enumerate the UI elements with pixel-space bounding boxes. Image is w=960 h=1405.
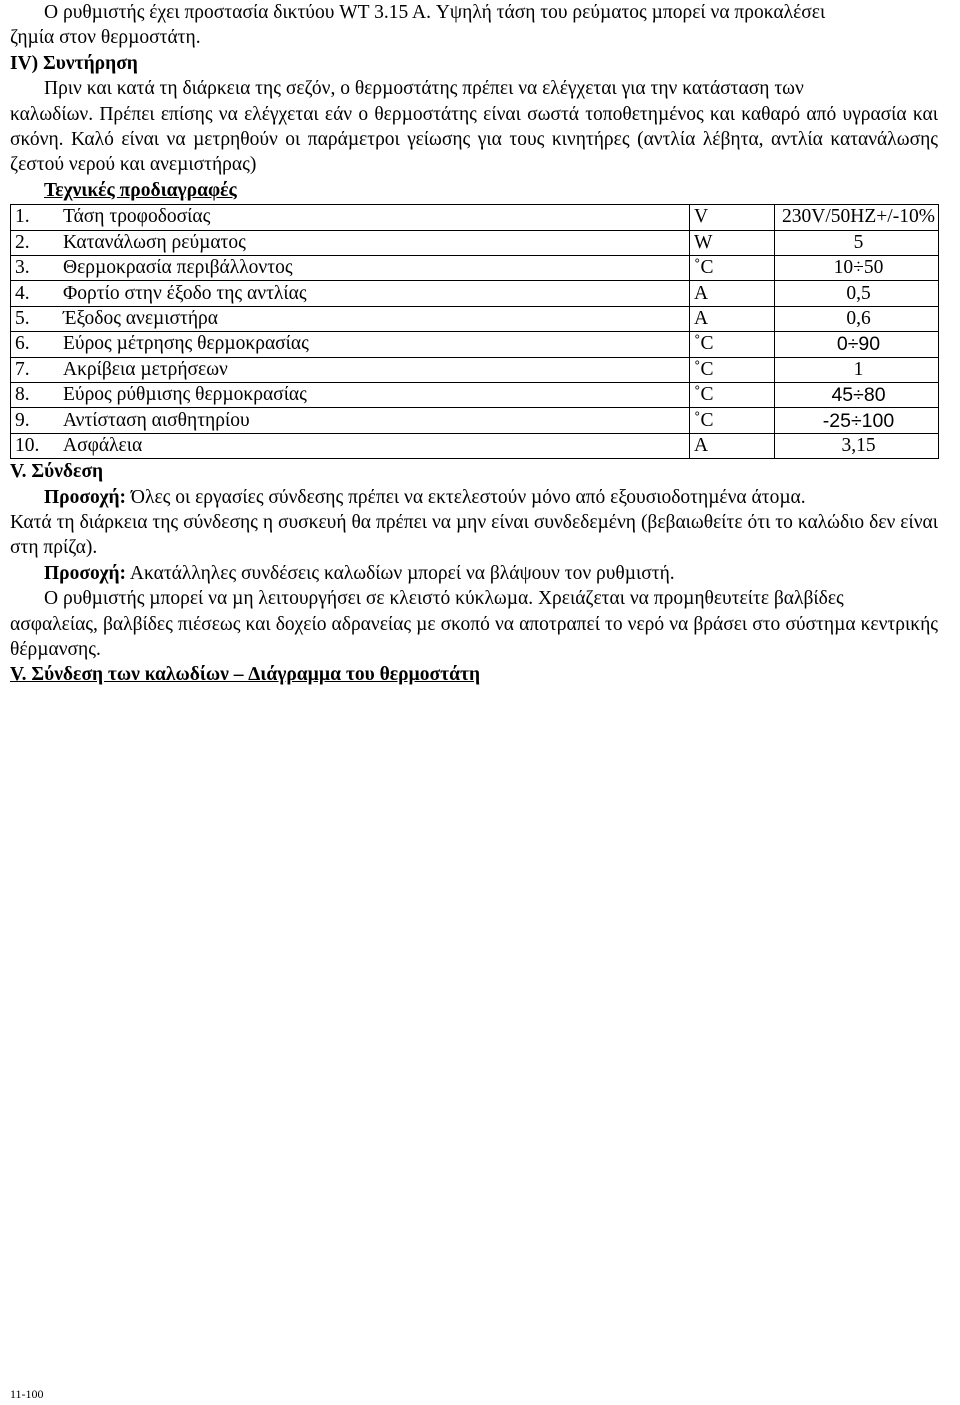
spec-name-cell — [11, 382, 690, 407]
wiring-heading: V. Σύνδεση των καλωδίων – ∆ιάγραµµα του θερµοστάτη — [10, 664, 481, 686]
spec-name-cell — [11, 306, 690, 331]
spec-name-cell — [11, 256, 690, 281]
spec-number: 9. — [15, 409, 30, 431]
spec-name-cell — [11, 281, 690, 306]
spec-row — [11, 433, 939, 458]
spec-number: 10. — [15, 434, 40, 456]
maintenance-heading: IV) Συντήρηση — [10, 52, 138, 74]
spec-row — [11, 408, 939, 433]
spec-unit: ˚C — [690, 332, 775, 357]
warning-2-text: Ακατάλληλες συνδέσεις καλωδίων µπορεί να βλάψουν τον ρυθµιστή. — [129, 562, 675, 584]
document-page — [10, 0, 938, 688]
warning-2-label: Προσοχή: — [44, 562, 127, 584]
spec-name: Κατανάλωση ρεύµατος — [63, 231, 246, 253]
spec-value: 0,5 — [775, 281, 939, 306]
spec-number: 7. — [15, 358, 30, 380]
spec-unit: A — [690, 433, 775, 458]
spec-number: 5. — [15, 308, 30, 329]
spec-row — [11, 306, 939, 331]
spec-unit: V — [690, 205, 775, 230]
spec-value: 10÷50 — [775, 256, 939, 281]
spec-name-cell — [11, 332, 690, 357]
spec-name: Φορτίο στην έξοδο της αντλίας — [63, 282, 307, 304]
spec-row — [11, 382, 939, 407]
specs-table — [10, 204, 939, 459]
spec-name-cell — [11, 433, 690, 458]
spec-row — [11, 230, 939, 255]
spec-name-cell — [11, 230, 690, 255]
spec-value: 45÷80 — [775, 382, 939, 407]
warning-1-label: Προσοχή: — [44, 486, 127, 508]
spec-name: Θερµοκρασία περιβάλλοντος — [63, 257, 293, 279]
spec-number: 3. — [15, 257, 30, 279]
spec-value: 5 — [775, 230, 939, 255]
spec-number: 1. — [15, 206, 30, 228]
spec-number: 2. — [15, 231, 30, 253]
spec-row — [11, 256, 939, 281]
spec-unit: ˚C — [690, 256, 775, 281]
spec-unit: ˚C — [690, 382, 775, 407]
specs-heading-text: Τεχνικές προδιαγραφές — [44, 179, 237, 201]
spec-number: 8. — [15, 384, 30, 406]
maintenance-paragraph-line-1: Πριν και κατά τη διάρκεια της σεζόν, ο θερµοστάτης πρέπει να ελέγχεται για την κατάσταση των — [44, 78, 804, 100]
spec-value: 0,6 — [775, 306, 939, 331]
closed-circuit-paragraph: ασφαλείας, βαλβίδες πιέσεως και δοχείο αδρανείας µε σκοπό να αποτραπεί το νερό να βράσει στο σύστηµα κεντρικής θέρµανσης. — [10, 613, 938, 660]
spec-number: 4. — [15, 282, 30, 304]
spec-number: 6. — [15, 333, 30, 355]
connection-heading: V. Σύνδεση — [10, 461, 104, 483]
spec-unit: ˚C — [690, 357, 775, 382]
spec-name: Έξοδος ανεµιστήρα — [63, 308, 218, 329]
warning-1-continuation: Κατά τη διάρκεια της σύνδεσης η συσκευή θα πρέπει να µην είναι συνδεδεµένη (βεβαιωθείτε ότι το καλώδιο δεν είναι στη πρίζα). — [10, 511, 938, 559]
spec-value: 0÷90 — [775, 332, 939, 357]
spec-row — [11, 332, 939, 357]
page-footer-code: 11-100 — [10, 1387, 44, 1401]
spec-value: -25÷100 — [775, 408, 939, 433]
spec-name: Τάση τροφοδοσίας — [63, 206, 211, 228]
warning-1-text: Όλες οι εργασίες σύνδεσης πρέπει να εκτελεστούν µόνο από εξουσιοδοτηµένα άτοµα. — [130, 486, 806, 508]
maintenance-paragraph: καλωδίων. Πρέπει επίσης να ελέγχεται εάν ο θερµοστάτης είναι σωστά τοποθετηµένος και καθαρό από υγρασία και σκόνη. Καλό είναι να µετρηθούν οι παράµετροι γείωσης για τους κινητήρες (αντλία λέβητα, αντλία κατανάλωσης ζεστού νερού και ανεµιστήρας) — [10, 103, 938, 176]
specs-heading — [10, 178, 938, 203]
warning-1-line — [10, 485, 938, 510]
spec-row — [11, 281, 939, 306]
spec-row — [11, 357, 939, 382]
intro-line-1: Ο ρυθµιστής έχει προστασία δικτύου WT 3.15 A. Υψηλή τάση του ρεύµατος µπορεί να προκαλέσει — [44, 2, 826, 23]
spec-value: 1 — [775, 357, 939, 382]
spec-name-cell — [11, 205, 690, 230]
spec-unit: ˚C — [690, 408, 775, 433]
spec-name: Ασφάλεια — [63, 434, 143, 456]
spec-name-cell — [11, 408, 690, 433]
spec-value: 230V/50HZ+/-10% — [775, 205, 939, 230]
warning-2-line — [10, 561, 938, 586]
spec-name: Εύρος ρύθµισης θερµοκρασίας — [63, 384, 307, 406]
spec-name: Εύρος µέτρησης θερµοκρασίας — [63, 333, 309, 355]
spec-unit: W — [690, 230, 775, 255]
spec-unit: A — [690, 281, 775, 306]
spec-unit: A — [690, 306, 775, 331]
spec-name: Ακρίβεια µετρήσεων — [63, 358, 228, 380]
specs-table-body — [11, 205, 939, 459]
spec-name: Αντίσταση αισθητηρίου — [63, 409, 250, 431]
spec-name-cell — [11, 357, 690, 382]
intro-line-2: ζηµία στον θερµοστάτη. — [10, 27, 201, 49]
closed-circuit-line-1: Ο ρυθµιστής µπορεί να µη λειτουργήσει σε κλειστό κύκλωµα. Χρειάζεται να προµηθευτείτε βαλβίδες — [44, 588, 844, 610]
spec-row — [11, 205, 939, 230]
spec-value: 3,15 — [775, 433, 939, 458]
